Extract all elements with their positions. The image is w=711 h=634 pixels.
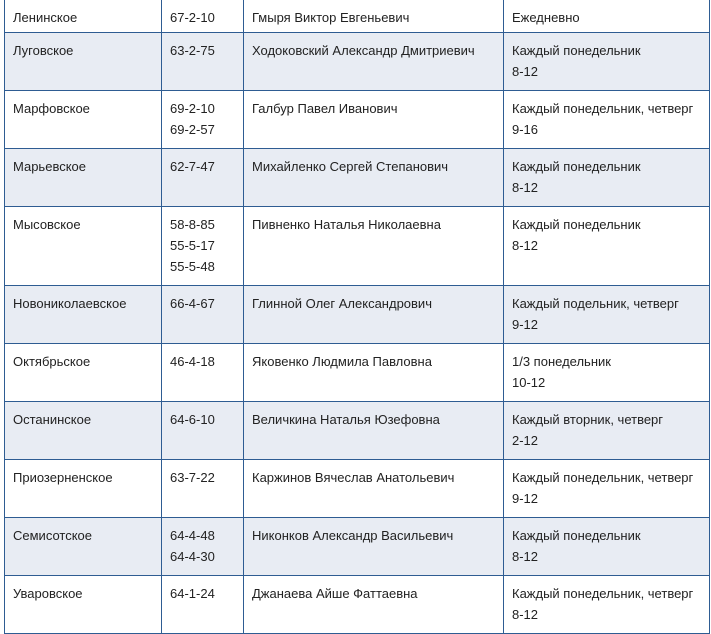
head-cell: Михайленко Сергей Степанович xyxy=(244,149,504,207)
settlement-cell: Семисотское xyxy=(5,518,162,576)
phone-cell: 63-7-22 xyxy=(162,460,244,518)
table-row xyxy=(5,33,710,91)
settlement-cell: Мысовское xyxy=(5,207,162,286)
settlement-cell: Ленинское xyxy=(5,0,162,33)
table-row xyxy=(5,207,710,286)
table-row xyxy=(5,91,710,149)
phone-cell: 66-4-67 xyxy=(162,286,244,344)
schedule-cell: Каждый понедельник, четверг 9-12 xyxy=(504,460,710,518)
head-cell: Величкина Наталья Юзефовна xyxy=(244,402,504,460)
table-row xyxy=(5,518,710,576)
table-row xyxy=(5,344,710,402)
head-cell: Гмыря Виктор Евгеньевич xyxy=(244,0,504,33)
table-row xyxy=(5,460,710,518)
settlement-cell: Марьевское xyxy=(5,149,162,207)
table-row xyxy=(5,576,710,634)
phone-cell: 62-7-47 xyxy=(162,149,244,207)
settlement-cell: Октябрьское xyxy=(5,344,162,402)
table-row xyxy=(5,0,710,33)
head-cell: Джанаева Айше Фаттаевна xyxy=(244,576,504,634)
settlement-cell: Приозерненское xyxy=(5,460,162,518)
table-row xyxy=(5,149,710,207)
schedule-cell: Каждый вторник, четверг 2-12 xyxy=(504,402,710,460)
phone-cell: 64-6-10 xyxy=(162,402,244,460)
schedule-cell: Каждый понедельник, четверг 8-12 xyxy=(504,576,710,634)
table-row xyxy=(5,402,710,460)
schedule-cell: Каждый понедельник, четверг 9-16 xyxy=(504,91,710,149)
head-cell: Яковенко Людмила Павловна xyxy=(244,344,504,402)
head-cell: Никонков Александр Васильевич xyxy=(244,518,504,576)
schedule-cell: Каждый понедельник 8-12 xyxy=(504,149,710,207)
settlement-cell: Новониколаевское xyxy=(5,286,162,344)
schedule-cell: Ежедневно xyxy=(504,0,710,33)
schedule-cell: 1/3 понедельник 10-12 xyxy=(504,344,710,402)
phone-cell: 58-8-85 55-5-17 55-5-48 xyxy=(162,207,244,286)
phone-cell: 46-4-18 xyxy=(162,344,244,402)
schedule-cell: Каждый понедельник 8-12 xyxy=(504,207,710,286)
phone-cell: 67-2-10 xyxy=(162,0,244,33)
schedule-cell: Каждый понедельник 8-12 xyxy=(504,518,710,576)
schedule-cell: Каждый понедельник 8-12 xyxy=(504,33,710,91)
settlement-cell: Останинское xyxy=(5,402,162,460)
phone-cell: 64-4-48 64-4-30 xyxy=(162,518,244,576)
head-cell: Галбур Павел Иванович xyxy=(244,91,504,149)
schedule-cell: Каждый подельник, четверг 9-12 xyxy=(504,286,710,344)
settlement-cell: Марфовское xyxy=(5,91,162,149)
settlement-cell: Луговское xyxy=(5,33,162,91)
settlements-table xyxy=(4,0,710,634)
table-row xyxy=(5,286,710,344)
head-cell: Каржинов Вячеслав Анатольевич xyxy=(244,460,504,518)
head-cell: Пивненко Наталья Николаевна xyxy=(244,207,504,286)
head-cell: Ходоковский Александр Дмитриевич xyxy=(244,33,504,91)
phone-cell: 64-1-24 xyxy=(162,576,244,634)
head-cell: Глинной Олег Александрович xyxy=(244,286,504,344)
settlement-cell: Уваровское xyxy=(5,576,162,634)
phone-cell: 63-2-75 xyxy=(162,33,244,91)
phone-cell: 69-2-10 69-2-57 xyxy=(162,91,244,149)
